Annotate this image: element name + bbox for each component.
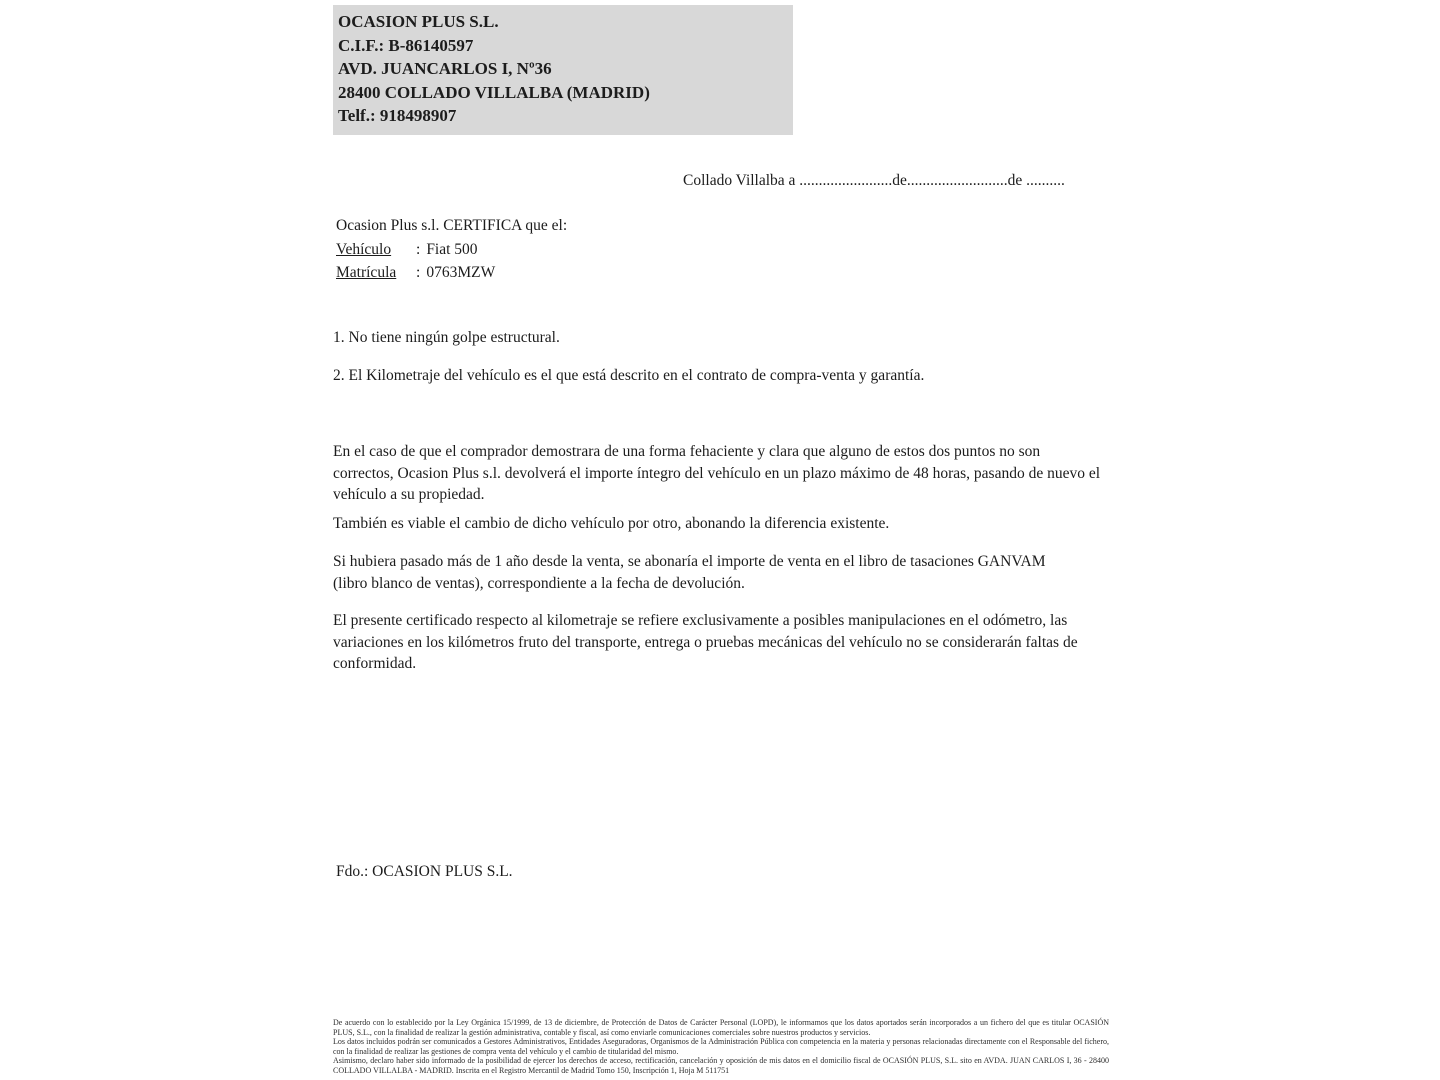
date-line: Collado Villalba a ........................de..........................de .......... xyxy=(683,172,1065,189)
paragraph-exchange: También es viable el cambio de dicho vehículo por otro, abonando la diferencia existente. xyxy=(333,515,890,532)
vehicle-label-wrap xyxy=(336,241,416,259)
plate-value: 0763MZW xyxy=(426,264,496,281)
company-phone: Telf.: 918498907 xyxy=(338,106,457,125)
legal-footer xyxy=(333,1018,1109,1075)
plate-field-row xyxy=(336,264,495,282)
vehicle-value: Fiat 500 xyxy=(426,241,478,258)
paragraph-odometer: El presente certificado respecto al kilometraje se refiere exclusivamente a posibles manipulaciones en el odómetro, las variaciones en los kilómetros fruto del transporte, entrega o pruebas mecánicas del vehículo no se considerarán faltas de conformidad. xyxy=(333,612,1078,672)
paragraph-ganvam: Si hubiera pasado más de 1 año desde la venta, se abonaría el importe de venta en el libro de tasaciones GANVAM (libro blanco de ventas), correspondiente a la fecha de devolución. xyxy=(333,553,1046,592)
vehicle-separator: : xyxy=(416,241,421,258)
company-header-block xyxy=(333,5,793,135)
certify-intro: Ocasion Plus s.l. CERTIFICA que el: xyxy=(336,217,568,234)
company-cif: C.I.F.: B-86140597 xyxy=(338,35,474,55)
plate-label: Matrícula xyxy=(336,264,397,281)
vehicle-field-row xyxy=(336,241,478,259)
company-name: OCASION PLUS S.L. xyxy=(338,12,499,31)
signature-line: Fdo.: OCASION PLUS S.L. xyxy=(336,863,513,880)
plate-separator: : xyxy=(416,264,421,281)
footer-lopd-paragraph: De acuerdo con lo establecido por la Ley Orgánica 15/1999, de 13 de diciembre, de Protección de Datos de Carácter Personal (LOPD), le informamos que los datos aportados serán incorporados a un fichero del que es titular OCASIÓN PLUS, S.L., con la finalidad de realizar la gestión administrativa, contable y fiscal, así como enviarle comunicaciones comerciales sobre nuestros productos y servicios. xyxy=(333,1018,1109,1037)
plate-label-wrap xyxy=(336,264,416,282)
paragraph-refund: En el caso de que el comprador demostrara de una forma fehaciente y clara que alguno de estos dos puntos no son correctos, Ocasion Plus s.l. devolverá el importe íntegro del vehículo en un plazo máximo de 48 horas, pasando de nuevo el vehículo a su propiedad. xyxy=(333,443,1101,503)
clause-2: 2. El Kilometraje del vehículo es el que está descrito en el contrato de compra-venta y garantía. xyxy=(333,367,925,384)
footer-rights-paragraph: Asimismo, declaro haber sido informado de la posibilidad de ejercer los derechos de acceso, rectificación, cancelación y oposición de mis datos en el domicilio fiscal de OCASIÓN PLUS, S.L. sito en AVDA. JUAN CARLOS I, 36 - 28400 COLLADO VILLALBA - MADRID. Inscrita en el Registro Mercantil de Madrid Tomo 150, Inscripción 1, Hoja M 511751 xyxy=(333,1056,1109,1075)
footer-data-sharing-paragraph: Los datos incluidos podrán ser comunicados a Gestores Administrativos, Entidades Aseguradoras, Organismos de la Administración Pública con competencia en la materia y personas relacionadas directamente con el Responsable del fichero, con la finalidad de realizar las gestiones de compra venta del vehículo y el cambio de titularidad del mismo. xyxy=(333,1037,1109,1056)
company-address: AVD. JUANCARLOS I, Nº36 xyxy=(338,59,552,78)
company-city: 28400 COLLADO VILLALBA (MADRID) xyxy=(338,82,650,102)
vehicle-label: Vehículo xyxy=(336,241,392,258)
clause-1: 1. No tiene ningún golpe estructural. xyxy=(333,329,560,346)
